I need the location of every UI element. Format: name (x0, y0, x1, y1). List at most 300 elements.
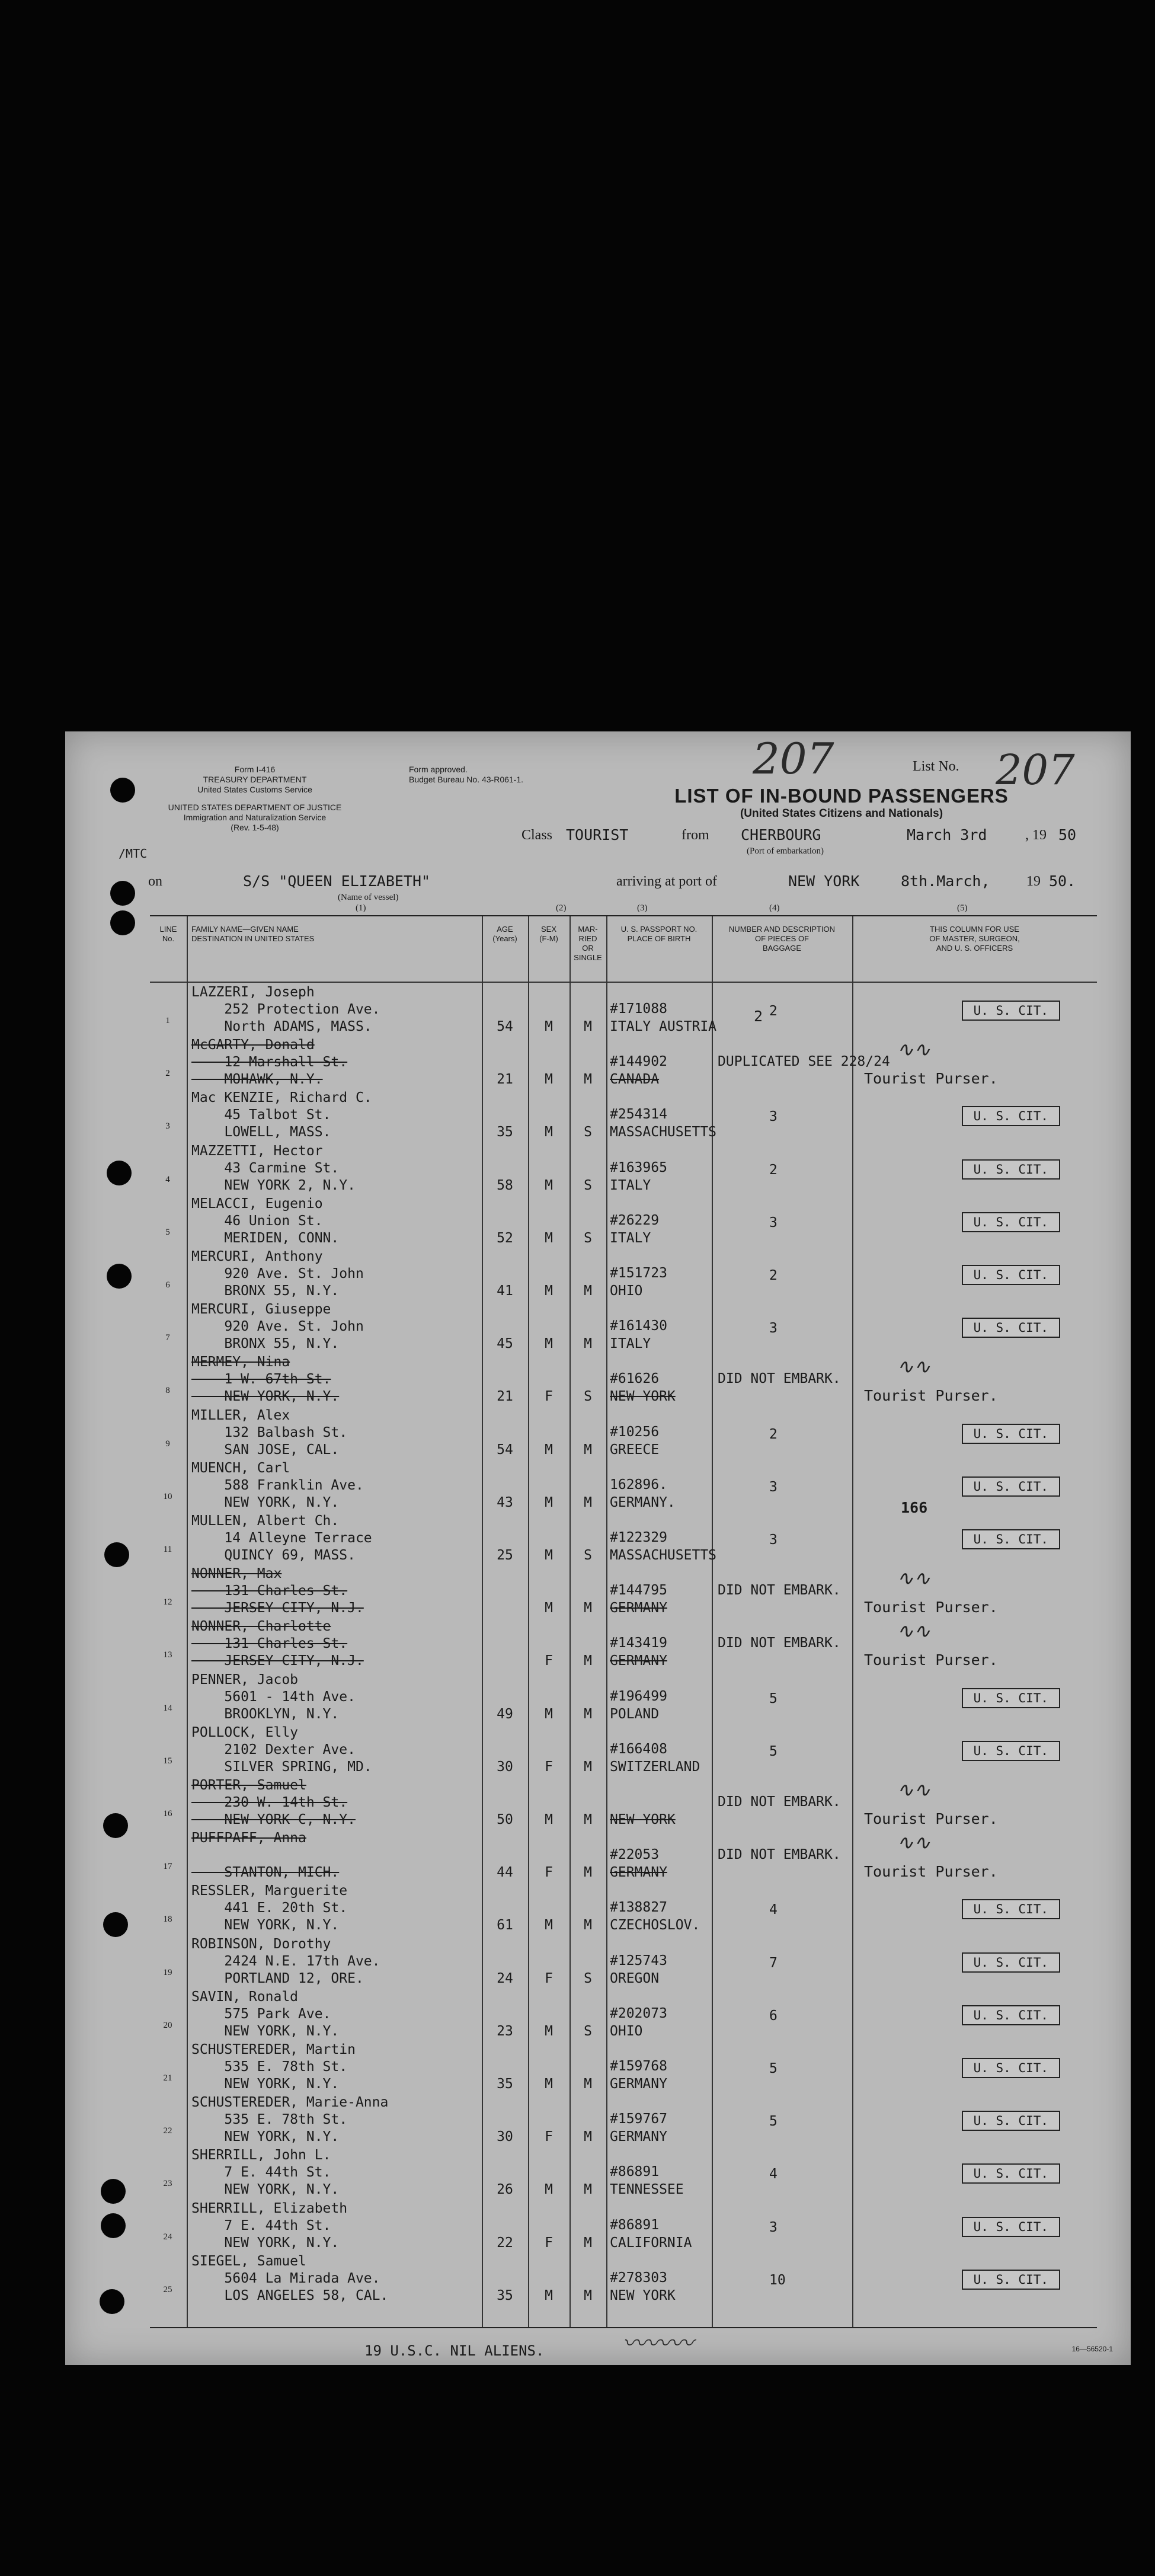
baggage-count: 5 (769, 2114, 778, 2130)
passport-number: #122329 (610, 1530, 667, 1545)
passenger-marital: M (584, 1600, 592, 1616)
place-of-birth: OHIO (610, 1283, 643, 1299)
passenger-age: 50 (497, 1812, 513, 1827)
baggage-count: 2 (769, 1162, 778, 1178)
passport-number: #166408 (610, 1741, 667, 1757)
passenger-age: 26 (497, 2182, 513, 2198)
passport-number: #144795 (610, 1583, 667, 1599)
baggage-note: DUPLICATED SEE 228/24 (718, 1054, 890, 1070)
mtc-mark: /MTC (119, 846, 148, 861)
column-number-4: (4) (769, 903, 780, 913)
passenger-name-address: PUFFPAFF, Anna STANTON, MICH. (191, 1830, 340, 1881)
port-of-embarkation: CHERBOURG (741, 826, 821, 843)
place-of-birth: OHIO (610, 2023, 643, 2039)
place-of-birth: POLAND (610, 1706, 660, 1722)
passenger-sex: M (545, 2287, 553, 2303)
passenger-name-address: MELACCI, Eugenio 46 Union St. MERIDEN, CONN. (191, 1196, 340, 1246)
table-row (150, 2093, 1097, 2145)
table-row (150, 1406, 1097, 1458)
passenger-sex: M (545, 1019, 553, 1034)
us-citizen-stamp: U. S. CIT. (962, 1212, 1060, 1232)
passenger-sex: M (545, 1177, 553, 1193)
line-number: 11 (163, 1545, 172, 1554)
passenger-age: 21 (497, 1389, 513, 1405)
passenger-marital: S (584, 2023, 592, 2039)
passport-number: #159768 (610, 2059, 667, 2074)
passport-number: #138827 (610, 1900, 667, 1916)
passport-number: #161430 (610, 1318, 667, 1334)
mid-number: 166 (901, 1499, 928, 1516)
passenger-name-address: SAVIN, Ronald 575 Park Ave. NEW YORK, N.Y. (191, 1989, 340, 2039)
baggage-note: DID NOT EMBARK. (718, 1635, 841, 1651)
passenger-age: 35 (497, 1124, 513, 1140)
table-row (150, 1617, 1097, 1669)
baggage-note: DID NOT EMBARK. (718, 1847, 841, 1863)
punch-hole (104, 1542, 129, 1567)
purser-signature: ∿∿ (897, 1619, 930, 1644)
column-number-2: (2) (556, 903, 567, 913)
place-of-birth: GERMANY (610, 2076, 667, 2092)
place-of-birth: MASSACHUSETTS (610, 1548, 717, 1563)
passenger-name-address: NONNER, Charlotte 131 Charles St. JERSEY CITY, N.J. (191, 1619, 364, 1669)
class-label: Class (521, 827, 553, 843)
baggage-note: DID NOT EMBARK. (718, 1371, 841, 1387)
table-row (150, 1088, 1097, 1140)
place-of-birth: GERMANY. (610, 1494, 676, 1510)
column-number-1: (1) (356, 903, 366, 913)
purser-signature: ∿∿ (897, 1355, 930, 1379)
table-row (150, 2146, 1097, 2198)
passport-number: #151723 (610, 1265, 667, 1281)
line-number: 21 (163, 2073, 172, 2083)
passenger-age: 35 (497, 2076, 513, 2092)
baggage-note: DID NOT EMBARK. (718, 1794, 841, 1810)
passenger-sex: M (545, 1336, 553, 1352)
place-of-birth: CZECHOSLOV. (610, 1917, 700, 1933)
passport-number: #171088 (610, 1001, 667, 1017)
passport-number: #159767 (610, 2111, 667, 2127)
form-serial: 16—56520-1 (1071, 2345, 1113, 2353)
footer-note: 19 U.S.C. NIL ALIENS. (364, 2342, 545, 2359)
passenger-marital: S (584, 1970, 592, 1986)
passport-number: #86891 (610, 2164, 660, 2180)
passenger-sex: M (545, 1600, 553, 1616)
table-row (150, 1935, 1097, 1987)
baggage-count: 3 (769, 1109, 778, 1125)
baggage-note: DID NOT EMBARK. (718, 1583, 841, 1599)
austria-baggage-count: 2 (754, 1008, 763, 1025)
line-number: 3 (165, 1121, 170, 1132)
passenger-age: 61 (497, 1917, 513, 1933)
table-row (150, 1881, 1097, 1933)
us-citizen-stamp: U. S. CIT. (962, 1106, 1060, 1126)
list-number-label: List No. (913, 759, 959, 774)
purser-note: Tourist Purser. (864, 1070, 998, 1088)
passenger-age: 41 (497, 1283, 513, 1299)
passenger-table (150, 915, 1097, 2328)
punch-hole (103, 1912, 128, 1937)
header-married: MAR- RIED OR SINGLE (574, 925, 602, 962)
passport-number: 162896. (610, 1476, 667, 1492)
baggage-count: 6 (769, 2008, 778, 2024)
baggage-count: 4 (769, 1902, 778, 1918)
passport-number: #10256 (610, 1424, 660, 1440)
place-of-birth: GERMANY (610, 1600, 667, 1616)
line-number: 13 (163, 1650, 172, 1660)
place-of-birth: ITALY (610, 1230, 651, 1246)
table-row (150, 1142, 1097, 1194)
passenger-sex: M (545, 1230, 553, 1246)
line-number: 16 (163, 1809, 172, 1818)
header-officials: THIS COLUMN FOR USE OF MASTER, SURGEON, AND U. S. OFFICERS (929, 925, 1020, 953)
port-note: (Port of embarkation) (747, 846, 824, 856)
purser-signature: ∿∿ (897, 1038, 930, 1062)
line-number: 4 (165, 1174, 170, 1184)
place-of-birth: NEW YORK (610, 2287, 676, 2303)
us-citizen-stamp: U. S. CIT. (962, 1424, 1060, 1444)
passenger-sex: M (545, 2076, 553, 2092)
table-row (150, 1300, 1097, 1352)
purser-signature: ∿∿ (897, 1831, 930, 1855)
passenger-marital: M (584, 1072, 592, 1088)
passenger-marital: M (584, 1283, 592, 1299)
passenger-marital: M (584, 1706, 592, 1722)
table-row (150, 2040, 1097, 2092)
passenger-marital: M (584, 2129, 592, 2145)
passenger-sex: F (545, 1389, 553, 1405)
passenger-age: 35 (497, 2287, 513, 2303)
column-number-3: (3) (637, 903, 648, 913)
place-of-birth: CANADA (610, 1072, 660, 1088)
baggage-count: 3 (769, 1215, 778, 1231)
us-citizen-stamp: U. S. CIT. (962, 2058, 1060, 2078)
punch-hole (103, 1813, 128, 1838)
passenger-name-address: PORTER, Samuel 230 W. 14th St. NEW YORK C, N.Y. (191, 1778, 356, 1827)
form-header-justice: UNITED STATES DEPARTMENT OF JUSTICE Immigration and Naturalization Service (Rev. 1-5-48) (168, 803, 342, 832)
passenger-name-address: SCHUSTEREDER, Marie-Anna 535 E. 78th St. NEW YORK, N.Y. (191, 2095, 389, 2145)
vessel-name: S/S "QUEEN ELIZABETH" (243, 872, 431, 890)
passenger-age: 45 (497, 1336, 513, 1352)
footer-signature: 〰〰〰 (622, 2330, 693, 2357)
passenger-name-address: MILLER, Alex 132 Balbash St. SAN JOSE, CAL. (191, 1407, 348, 1458)
passenger-age: 54 (497, 1442, 513, 1458)
passenger-name-address: MERMEY, Nina 1 W. 67th St. NEW YORK, N.Y. (191, 1354, 340, 1405)
passenger-age: 21 (497, 1072, 513, 1088)
baggage-count: 3 (769, 1532, 778, 1548)
passport-number: #202073 (610, 2005, 667, 2021)
us-citizen-stamp: U. S. CIT. (962, 1899, 1060, 1919)
column-number-5: (5) (957, 903, 968, 913)
header-passport: U. S. PASSPORT NO. PLACE OF BIRTH (620, 925, 698, 943)
table-row (150, 1670, 1097, 1722)
passenger-name-address: LAZZERI, Joseph 252 Protection Ave. North ADAMS, MASS. (191, 985, 380, 1034)
table-row (150, 983, 1097, 1035)
passport-number: #125743 (610, 1952, 667, 1968)
passport-number: #61626 (610, 1371, 660, 1387)
line-number: 22 (163, 2126, 172, 2136)
us-citizen-stamp: U. S. CIT. (962, 2270, 1060, 2290)
baggage-count: 10 (769, 2272, 786, 2288)
punch-hole (101, 2213, 126, 2238)
place-of-birth: CALIFORNIA (610, 2235, 692, 2251)
passenger-marital: S (584, 1389, 592, 1405)
form-approval: Form approved. Budget Bureau No. 43-R061-1. (409, 765, 524, 784)
baggage-count: 3 (769, 2219, 778, 2235)
passenger-marital: M (584, 1759, 592, 1775)
passenger-marital: M (584, 1812, 592, 1827)
passenger-age: 52 (497, 1230, 513, 1246)
arrival-year: 50. (1049, 872, 1076, 890)
place-of-birth: ITALY (610, 1177, 651, 1193)
table-row (150, 1353, 1097, 1405)
us-citizen-stamp: U. S. CIT. (962, 1476, 1060, 1497)
us-citizen-stamp: U. S. CIT. (962, 1741, 1060, 1761)
us-citizen-stamp: U. S. CIT. (962, 1529, 1060, 1549)
list-number-handwritten-right: 207 (996, 746, 1075, 794)
passenger-sex: M (545, 2023, 553, 2039)
passenger-age: 23 (497, 2023, 513, 2039)
passenger-name-address: SHERRILL, John L. 7 E. 44th St. NEW YORK, N.Y. (191, 2147, 340, 2198)
passenger-age: 22 (497, 2235, 513, 2251)
header-sex: SEX (F-M) (539, 925, 558, 943)
arrival-port: NEW YORK (788, 872, 860, 890)
place-of-birth: ITALY AUSTRIA (610, 1019, 717, 1034)
passenger-name-address: MUENCH, Carl 588 Franklin Ave. NEW YORK, N.Y. (191, 1460, 364, 1510)
header-age: AGE (Years) (492, 925, 517, 943)
passenger-sex: F (545, 1865, 553, 1881)
passenger-sex: M (545, 2182, 553, 2198)
passenger-sex: M (545, 1548, 553, 1563)
embarkation-date: March 3rd (907, 826, 987, 843)
passenger-age: 44 (497, 1865, 513, 1881)
table-row (150, 2199, 1097, 2251)
us-citizen-stamp: U. S. CIT. (962, 2163, 1060, 2184)
passenger-name-address: SHERRILL, Elizabeth 7 E. 44th St. NEW YORK, N.Y. (191, 2200, 348, 2251)
passenger-age: 24 (497, 1970, 513, 1986)
place-of-birth: ITALY (610, 1336, 651, 1352)
place-of-birth: NEW YORK (610, 1389, 676, 1405)
baggage-count: 3 (769, 1321, 778, 1337)
us-citizen-stamp: U. S. CIT. (962, 2217, 1060, 2237)
purser-note: Tourist Purser. (864, 1863, 998, 1881)
passenger-name-address: POLLOCK, Elly 2102 Dexter Ave. SILVER SPRING, MD. (191, 1724, 372, 1775)
place-of-birth: MASSACHUSETTS (610, 1124, 717, 1140)
passenger-age: 54 (497, 1019, 513, 1034)
manifest-sheet (65, 731, 1131, 2365)
purser-signature: ∿∿ (897, 1567, 930, 1591)
place-of-birth: NEW YORK (610, 1812, 676, 1827)
us-citizen-stamp: U. S. CIT. (962, 1265, 1060, 1285)
us-citizen-stamp: U. S. CIT. (962, 1688, 1060, 1708)
passenger-name-address: McGARTY, Donald 12 Marshall St. MOHAWK, N.Y. (191, 1037, 348, 1088)
place-of-birth: GERMANY (610, 2129, 667, 2145)
purser-note: Tourist Purser. (864, 1387, 998, 1405)
passenger-sex: M (545, 1812, 553, 1827)
passenger-name-address: MERCURI, Giuseppe 920 Ave. St. John BRONX 55, N.Y. (191, 1302, 364, 1352)
passenger-name-address: SIEGEL, Samuel 5604 La Mirada Ave. LOS ANGELES 58, CAL. (191, 2253, 389, 2303)
passenger-marital: M (584, 1494, 592, 1510)
passenger-marital: M (584, 1653, 592, 1669)
passport-number: #22053 (610, 1847, 660, 1863)
line-number: 2 (165, 1069, 170, 1079)
passenger-marital: S (584, 1177, 592, 1193)
punch-hole (110, 881, 135, 906)
us-citizen-stamp: U. S. CIT. (962, 1952, 1060, 1973)
list-number-handwritten: 207 (753, 734, 834, 784)
passenger-name-address: ROBINSON, Dorothy 2424 N.E. 17th Ave. PORTLAND 12, ORE. (191, 1936, 380, 1986)
passport-number: #26229 (610, 1212, 660, 1228)
baggage-count: 2 (769, 1268, 778, 1283)
passenger-age: 49 (497, 1706, 513, 1722)
baggage-count: 5 (769, 2061, 778, 2076)
passport-number: #163965 (610, 1159, 667, 1175)
passenger-sex: F (545, 1653, 553, 1669)
place-of-birth: GERMANY (610, 1865, 667, 1881)
line-number: 8 (165, 1386, 170, 1396)
table-row (150, 1194, 1097, 1247)
passenger-sex: M (545, 1124, 553, 1140)
arrival-year-label: 19 (1026, 874, 1041, 889)
arriving-label: arriving at port of (616, 874, 717, 889)
passenger-sex: F (545, 2129, 553, 2145)
baggage-count: 2 (769, 1426, 778, 1442)
baggage-count: 3 (769, 1479, 778, 1495)
line-number: 7 (165, 1333, 170, 1343)
passenger-age: 43 (497, 1494, 513, 1510)
passenger-age: 58 (497, 1177, 513, 1193)
passenger-marital: M (584, 1865, 592, 1881)
passenger-sex: M (545, 1072, 553, 1088)
place-of-birth: GERMANY (610, 1653, 667, 1669)
line-number: 17 (163, 1862, 172, 1872)
table-row (150, 2252, 1097, 2304)
punch-hole (107, 1161, 132, 1185)
table-row (150, 1987, 1097, 2040)
place-of-birth: TENNESSEE (610, 2182, 684, 2198)
passport-number: #144902 (610, 1054, 667, 1070)
us-citizen-stamp: U. S. CIT. (962, 2111, 1060, 2131)
passenger-sex: M (545, 1494, 553, 1510)
line-number: 18 (163, 1915, 172, 1925)
baggage-count: 4 (769, 2166, 778, 2182)
table-row (150, 1247, 1097, 1299)
table-row (150, 1776, 1097, 1828)
line-number: 14 (163, 1703, 172, 1713)
passenger-sex: M (545, 1706, 553, 1722)
passenger-marital: M (584, 2076, 592, 2092)
table-row (150, 1829, 1097, 1881)
baggage-count: 7 (769, 1955, 778, 1971)
passenger-sex: M (545, 1917, 553, 1933)
line-number: 20 (163, 2020, 172, 2030)
place-of-birth: SWITZERLAND (610, 1759, 700, 1775)
table-row (150, 1723, 1097, 1775)
purser-note: Tourist Purser. (864, 1651, 998, 1669)
passenger-age: 30 (497, 1759, 513, 1775)
vessel-note: (Name of vessel) (338, 893, 399, 902)
purser-note: Tourist Purser. (864, 1599, 998, 1616)
passenger-sex: F (545, 1759, 553, 1775)
passenger-marital: M (584, 1442, 592, 1458)
us-citizen-stamp: U. S. CIT. (962, 2005, 1060, 2025)
year-label: , 19 (1025, 827, 1047, 843)
class-value: TOURIST (566, 826, 629, 843)
passenger-name-address: SCHUSTEREDER, Martin 535 E. 78th St. NEW YORK, N.Y. (191, 2042, 356, 2092)
line-number: 1 (165, 1016, 170, 1025)
passenger-marital: M (584, 1336, 592, 1352)
punch-hole (110, 910, 135, 935)
passport-number: #196499 (610, 1688, 667, 1704)
line-number: 23 (163, 2179, 172, 2189)
line-number: 19 (163, 1967, 172, 1977)
passenger-name-address: MAZZETTI, Hector 43 Carmine St. NEW YORK 2, N.Y. (191, 1143, 356, 1193)
passport-number: #86891 (610, 2217, 660, 2233)
punch-hole (101, 2179, 126, 2204)
passenger-marital: M (584, 1019, 592, 1034)
passenger-age: 30 (497, 2129, 513, 2145)
document-title: LIST OF IN-BOUND PASSENGERS (United States Citizens and Nationals) (674, 785, 1009, 820)
table-row (150, 1511, 1097, 1564)
us-citizen-stamp: U. S. CIT. (962, 1159, 1060, 1180)
punch-hole (110, 778, 135, 803)
header-baggage: NUMBER AND DESCRIPTION OF PIECES OF BAGGAGE (728, 925, 836, 953)
passenger-marital: M (584, 2235, 592, 2251)
baggage-count: 5 (769, 1743, 778, 1759)
passenger-marital: M (584, 1917, 592, 1933)
line-number: 25 (163, 2284, 172, 2294)
year-value: 50 (1058, 826, 1077, 843)
baggage-count: 5 (769, 1690, 778, 1706)
place-of-birth: GREECE (610, 1442, 660, 1458)
table-row (150, 1459, 1097, 1511)
on-label: on (148, 874, 162, 889)
place-of-birth: OREGON (610, 1970, 660, 1986)
line-number: 9 (165, 1439, 170, 1449)
line-number: 24 (163, 2232, 172, 2242)
passenger-sex: F (545, 1970, 553, 1986)
passenger-sex: M (545, 1442, 553, 1458)
passenger-marital: S (584, 1230, 592, 1246)
table-row (150, 1035, 1097, 1088)
passenger-marital: M (584, 2287, 592, 2303)
punch-hole (100, 2289, 124, 2314)
purser-note: Tourist Purser. (864, 1810, 998, 1827)
line-number: 12 (163, 1597, 172, 1607)
line-number: 10 (163, 1491, 172, 1501)
from-label: from (682, 827, 709, 843)
passenger-name-address: MERCURI, Anthony 920 Ave. St. John BRONX 55, N.Y. (191, 1249, 364, 1299)
passport-number: #143419 (610, 1635, 667, 1651)
line-number: 6 (165, 1280, 170, 1290)
passenger-sex: M (545, 1283, 553, 1299)
purser-signature: ∿∿ (897, 1778, 930, 1802)
table-row (150, 1564, 1097, 1616)
passport-number: #254314 (610, 1107, 667, 1123)
header-line-no: LINE No. (159, 925, 177, 943)
passenger-marital: S (584, 1548, 592, 1563)
passenger-age: 25 (497, 1548, 513, 1563)
passenger-sex: F (545, 2235, 553, 2251)
line-number: 15 (163, 1756, 172, 1766)
passenger-marital: S (584, 1124, 592, 1140)
passenger-name-address: MULLEN, Albert Ch. 14 Alleyne Terrace QUINCY 69, MASS. (191, 1513, 372, 1563)
us-citizen-stamp: U. S. CIT. (962, 1001, 1060, 1021)
passport-number: #278303 (610, 2270, 667, 2286)
line-number: 5 (165, 1227, 170, 1237)
passenger-name-address: PENNER, Jacob 5601 - 14th Ave. BROOKLYN, N.Y. (191, 1671, 356, 1722)
punch-hole (107, 1264, 132, 1289)
us-citizen-stamp: U. S. CIT. (962, 1318, 1060, 1338)
